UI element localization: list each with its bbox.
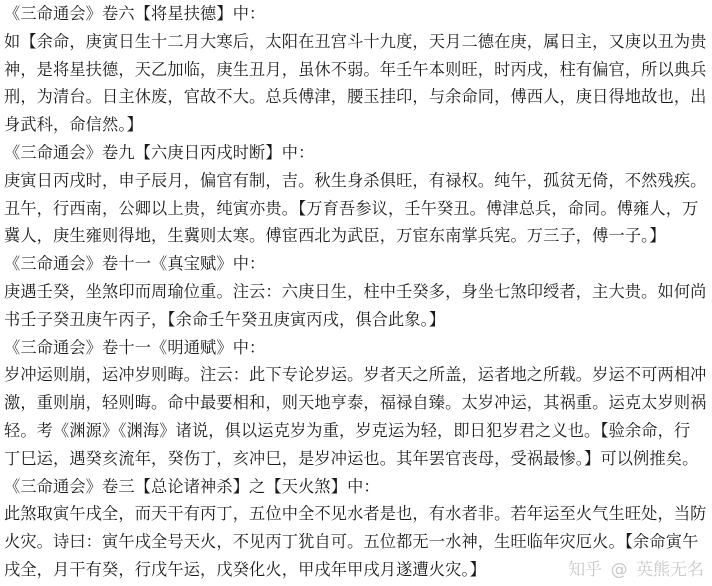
- text-line: 神，是将星扶德，天乙加临，庚生丑月，虽休不弱。年壬午本则旺，时丙戌，柱有偏官，所以典兵: [4, 59, 707, 79]
- text-line: 如【余命，庚寅日生十二月大寒后，太阳在丑宫斗十九度，天月二德在庚，属日主，又庚以丑为贵: [4, 31, 707, 51]
- text-line: 书壬子癸丑庚午丙子，【余命壬午癸丑庚寅丙戌，俱合此象。】: [4, 309, 446, 329]
- text-line: 身武科，命信然。】: [4, 115, 143, 135]
- text-line: 此煞取寅午戌全，而天干有丙丁，五位中全不见水者是也，有水者非。若年运至火气生旺处，当防: [4, 504, 707, 524]
- text-line: 冀人，庚生雍则得地，生冀则太寒。傅宦西北为武臣，万宦东南掌兵宪。万三子，傅一子。】: [4, 226, 666, 246]
- text-line: 《三命通会》卷十一《真宝赋》中：: [4, 254, 266, 274]
- text-line: 《三命通会》卷十一《明通赋》中：: [4, 337, 266, 357]
- text-line: 轻。考《渊源》《渊海》诸说，俱以运克岁为重，岁克运为轻，即日犯岁君之义也。【验余命，行: [4, 420, 691, 440]
- watermark: [568, 560, 704, 580]
- text-line: 激，重则崩，轻则晦。命中最要相和，则天地亨泰，福禄自臻。太岁冲运，其祸重。运克太岁则祸: [4, 393, 707, 413]
- watermark-author: 英熊无名: [636, 560, 704, 580]
- text-line: 庚寅日丙戌时，申子辰月，偏官有制，吉。秋生身杀俱旺，有禄权。纯午，孤贫无倚，不然残疾。: [4, 170, 707, 190]
- text-line: 《三命通会》卷三【总论诸神杀】之【天火煞】中：: [4, 476, 380, 496]
- text-line: 《三命通会》卷六【将星扶德】中：: [4, 4, 266, 23]
- watermark-separator: @: [610, 560, 628, 580]
- text-line: 《三命通会》卷九【六庚日丙戌时断】中：: [4, 142, 315, 162]
- watermark-site: 知乎: [568, 560, 603, 580]
- text-line: 戌全，月干有癸，行戊午运，戊癸化火，甲戌年甲戌月遂遭火灾。】: [4, 559, 487, 579]
- text-line: 丑午，行西南，公卿以上贵，纯寅亦贵。【万育吾参议，壬午癸丑。傅津总兵，命同。傅雍人，万: [4, 198, 699, 218]
- text-line: 刑，为清台。日主休废，官故不大。总兵傅津，腰玉挂印，与余命同，傅西人，庚日得地故也，出: [4, 87, 707, 107]
- text-line: 丁巳运，遇癸亥流年，癸伤丁，亥冲巳，是岁冲运也。其年罢官丧母，受祸最惨。】可以例推矣。: [4, 448, 699, 468]
- text-line: 火灾。诗曰：寅午戌全号天火，不见丙丁犹自可。五位都无一水神，生旺临年灾厄火。【余命寅午: [4, 532, 699, 552]
- text-line: 岁冲运则崩，运冲岁则晦。注云：此下专论岁运。岁者天之所盖，运者地之所载。岁运不可两相冲: [4, 365, 707, 385]
- text-line: 庚遇壬癸，坐煞印而周瑜位重。注云：六庚日生，柱中壬癸多，身坐七煞印绶者，主大贵。如何尚: [4, 281, 707, 301]
- document-body: [4, 0, 708, 584]
